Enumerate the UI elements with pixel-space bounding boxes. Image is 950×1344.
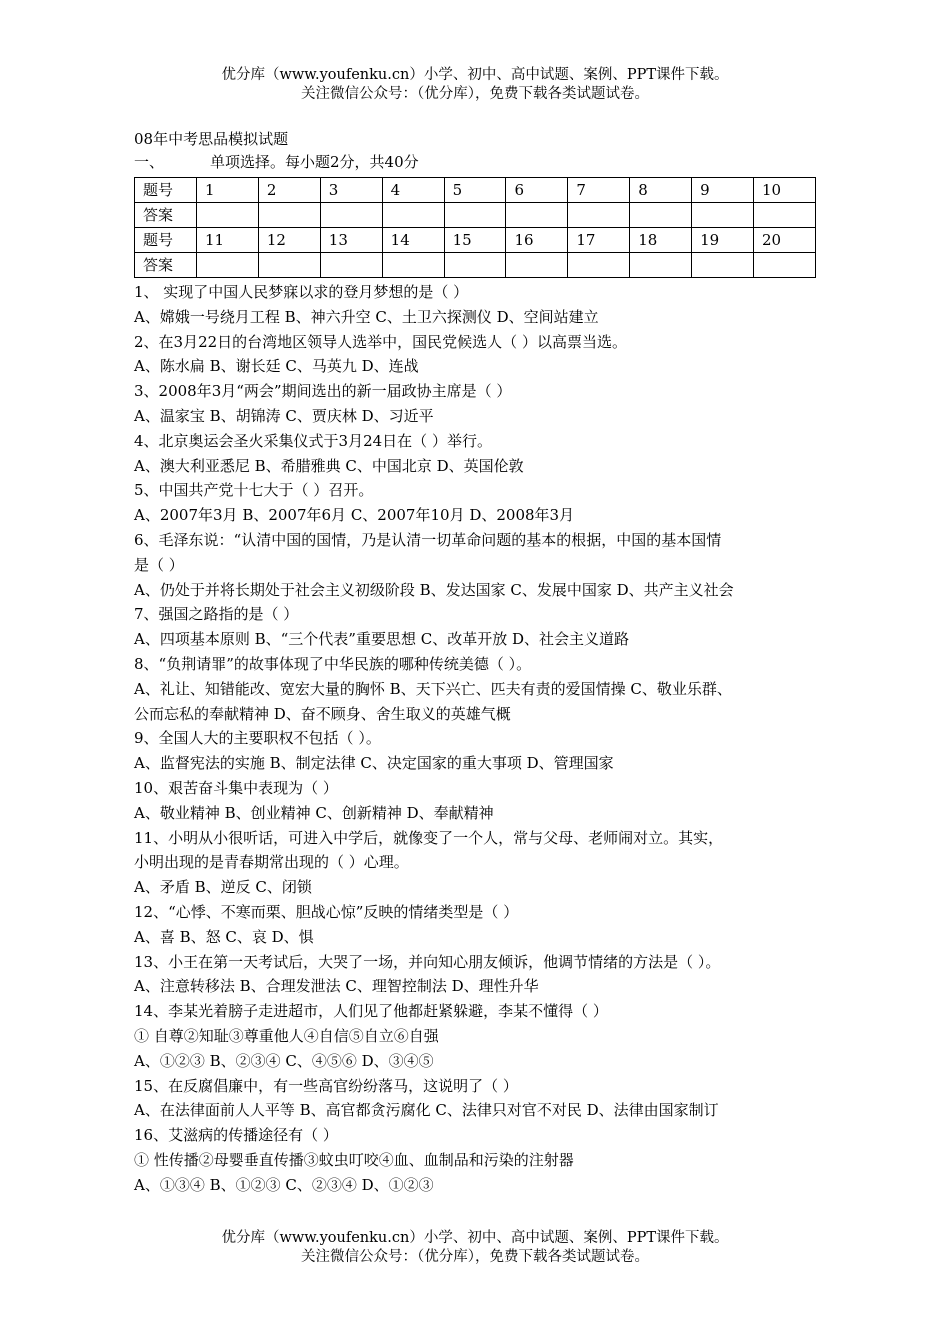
question-line: 小明出现的是青春期常出现的（ ）心理。 (134, 853, 409, 872)
question-line: 14、李某光着膀子走进超市，人们见了他都赶紧躲避，李某不懂得（ ） (134, 1002, 608, 1021)
table-cell: 4 (382, 178, 444, 203)
option-line: A、温家宝 B、胡锦涛 C、贾庆林 D、习近平 (134, 406, 434, 425)
answer-cell[interactable] (630, 253, 692, 278)
answer-cell[interactable] (320, 203, 382, 228)
table-row (135, 178, 816, 203)
answer-cell[interactable] (754, 203, 816, 228)
section-heading (134, 151, 824, 174)
question-line: 3、2008年3月“两会”期间选出的新一届政协主席是（ ） (134, 382, 512, 401)
table-cell: 13 (320, 228, 382, 253)
answer-cell[interactable] (197, 253, 259, 278)
table-cell: 12 (258, 228, 320, 253)
option-line: A、嫦娥一号绕月工程 B、神六升空 C、土卫六探测仪 D、空间站建立 (134, 307, 599, 326)
option-line: A、四项基本原则 B、“三个代表”重要思想 C、改革开放 D、社会主义道路 (134, 630, 630, 649)
question-line: 4、北京奥运会圣火采集仪式于3月24日在（ ）举行。 (134, 431, 492, 450)
table-cell: 17 (568, 228, 630, 253)
option-line: A、注意转移法 B、合理发泄法 C、理智控制法 D、理性升华 (134, 977, 539, 996)
answer-cell[interactable] (692, 253, 754, 278)
table-cell: 5 (444, 178, 506, 203)
question-line: 1、 实现了中国人民梦寐以求的登月梦想的是（ ） (134, 283, 469, 301)
footer-line-1: 优分库（www.youfenku.cn）小学、初中、高中试题、案例、PPT课件下载。 (221, 1230, 729, 1246)
statement-line: ① 性传播②母婴垂直传播③蚊虫叮咬④血、血制品和污染的注射器 (134, 1150, 574, 1169)
answer-table (134, 177, 816, 278)
question-line: 15、在反腐倡廉中，有一些高官纷纷落马，这说明了（ ） (134, 1076, 518, 1095)
table-cell: 11 (197, 228, 259, 253)
option-line: A、2007年3月 B、2007年6月 C、2007年10月 D、2008年3月 (134, 506, 575, 525)
option-line: A、澳大利亚悉尼 B、希腊雅典 C、中国北京 D、英国伦敦 (134, 456, 524, 475)
table-cell: 1 (197, 178, 259, 203)
option-line: A、①③④ B、①②③ C、②③④ D、①②③ (134, 1175, 434, 1194)
exam-title: 08年中考思品模拟试题 (134, 130, 289, 148)
answer-cell[interactable] (630, 203, 692, 228)
answer-cell[interactable] (258, 253, 320, 278)
answer-cell[interactable] (568, 203, 630, 228)
table-cell: 19 (692, 228, 754, 253)
answer-cell[interactable] (754, 253, 816, 278)
option-line: A、陈水扁 B、谢长廷 C、马英九 D、连战 (134, 357, 419, 376)
table-cell: 3 (320, 178, 382, 203)
table-cell: 14 (382, 228, 444, 253)
answer-cell[interactable] (506, 203, 568, 228)
question-line: 6、毛泽东说：“认清中国的国情，乃是认清一切革命问题的基本的根据，中国的基本国情 (134, 530, 722, 549)
question-line: 16、艾滋病的传播途径有（ ） (134, 1126, 338, 1145)
table-cell: 8 (630, 178, 692, 203)
question-line: 2、在3月22日的台湾地区领导人选举中，国民党候选人（ ）以高票当选。 (134, 332, 627, 351)
answer-cell[interactable] (444, 253, 506, 278)
statement-line: ① 自尊②知耻③尊重他人④自信⑤自立⑥自强 (134, 1026, 439, 1045)
table-cell: 18 (630, 228, 692, 253)
row-header-answer: 答案 (135, 253, 197, 278)
table-cell: 20 (754, 228, 816, 253)
answer-cell[interactable] (197, 203, 259, 228)
row-header-number: 题号 (135, 178, 197, 203)
question-line: 12、“心悸、不寒而栗、胆战心惊”反映的情绪类型是（ ） (134, 902, 519, 921)
answer-cell[interactable] (692, 203, 754, 228)
table-cell: 9 (692, 178, 754, 203)
option-line: A、监督宪法的实施 B、制定法律 C、决定国家的重大事项 D、管理国家 (134, 754, 614, 773)
table-cell: 6 (506, 178, 568, 203)
exam-content (134, 128, 824, 1197)
option-line: A、矛盾 B、逆反 C、闭锁 (134, 878, 312, 897)
answer-cell[interactable] (444, 203, 506, 228)
option-line: A、仍处于并将长期处于社会主义初级阶段 B、发达国家 C、发展中国家 D、共产主义社会 (134, 580, 734, 599)
option-line: A、敬业精神 B、创业精神 C、创新精神 D、奉献精神 (134, 803, 494, 822)
option-line: A、礼让、知错能改、宽宏大量的胸怀 B、天下兴亡、匹夫有责的爱国情操 C、敬业乐群、 (134, 679, 732, 698)
header-line-1: 优分库（www.youfenku.cn）小学、初中、高中试题、案例、PPT课件下载。 (221, 67, 729, 83)
answer-cell[interactable] (258, 203, 320, 228)
question-line: 10、艰苦奋斗集中表现为（ ） (134, 778, 338, 797)
question-line: 9、全国人大的主要职权不包括（ ）。 (134, 729, 381, 748)
answer-cell[interactable] (568, 253, 630, 278)
question-line: 11、小明从小很听话，可进入中学后，就像变了一个人，常与父母、老师闹对立。其实， (134, 828, 724, 847)
table-cell: 2 (258, 178, 320, 203)
question-line: 5、中国共产党十七大于（ ）召开。 (134, 481, 374, 500)
option-line: A、喜 B、怒 C、哀 D、惧 (134, 927, 314, 946)
table-cell: 15 (444, 228, 506, 253)
row-header-number: 题号 (135, 228, 197, 253)
page-header (0, 66, 950, 104)
option-line: 公而忘私的奉献精神 D、奋不顾身、舍生取义的英雄气概 (134, 704, 511, 723)
answer-cell[interactable] (506, 253, 568, 278)
table-cell: 16 (506, 228, 568, 253)
table-row (135, 203, 816, 228)
table-row (135, 253, 816, 278)
table-cell: 7 (568, 178, 630, 203)
section-text: 单项选择。每小题2分，共40分 (210, 153, 419, 171)
answer-cell[interactable] (320, 253, 382, 278)
option-line: A、在法律面前人人平等 B、高官都贪污腐化 C、法律只对官不对民 D、法律由国家制订 (134, 1101, 719, 1120)
question-line: 是（ ） (134, 555, 184, 574)
question-line: 13、小王在第一天考试后，大哭了一场，并向知心朋友倾诉，他调节情绪的方法是（ ）。 (134, 952, 721, 971)
question-list (134, 280, 824, 1197)
section-number: 一、 (134, 153, 165, 171)
table-row (135, 228, 816, 253)
table-cell: 10 (754, 178, 816, 203)
question-line: 8、“负荆请罪”的故事体现了中华民族的哪种传统美德（ ）。 (134, 654, 532, 673)
question-line: 7、强国之路指的是（ ） (134, 605, 299, 624)
page-footer (0, 1229, 950, 1267)
header-line-2: 关注微信公众号：（优分库），免费下载各类试题试卷。 (301, 86, 649, 102)
answer-cell[interactable] (382, 253, 444, 278)
answer-cell[interactable] (382, 203, 444, 228)
row-header-answer: 答案 (135, 203, 197, 228)
footer-line-2: 关注微信公众号：（优分库），免费下载各类试题试卷。 (301, 1249, 649, 1265)
option-line: A、①②③ B、②③④ C、④⑤⑥ D、③④⑤ (134, 1051, 434, 1070)
